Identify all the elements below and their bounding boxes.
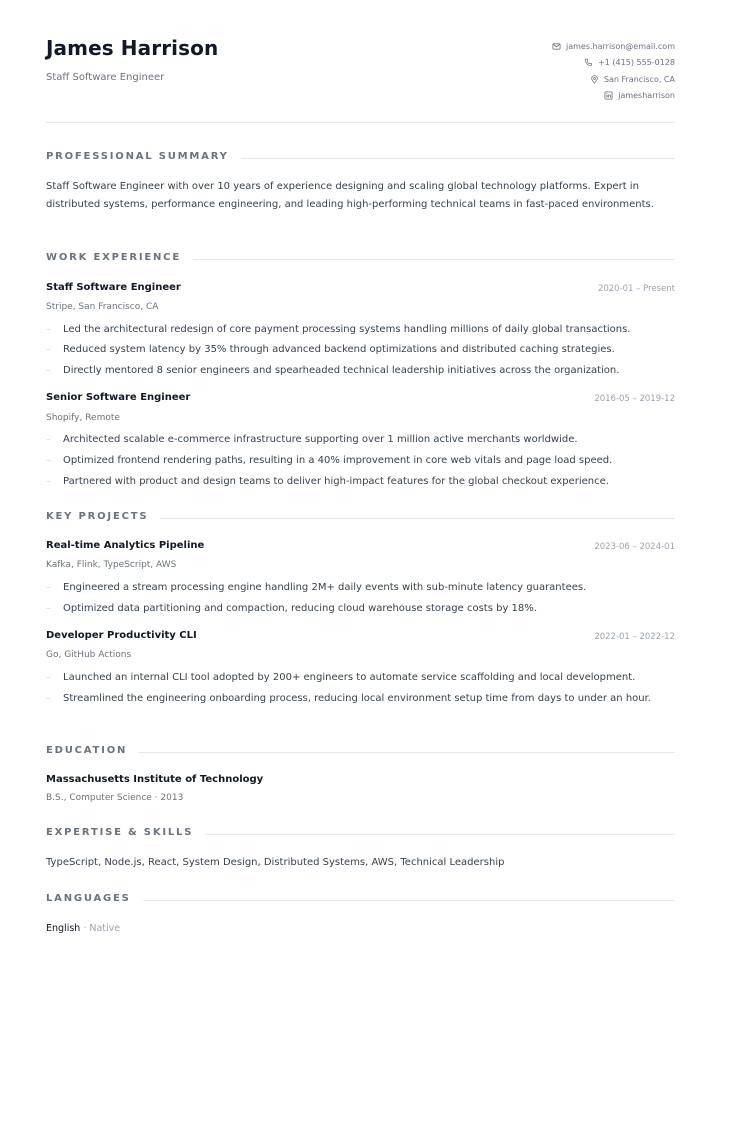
bullet-dash: – [46, 455, 51, 466]
job-company: Shopify, Remote [46, 413, 120, 423]
contact-phone[interactable] [552, 55, 675, 72]
summary-text: Staff Software Engineer with over 10 years of experience designing and scaling global technology platforms. Expert in distributed systems, performance engineering, and leading high-performing technical teams in fast-paced environments. [46, 181, 654, 210]
linkedin-icon [604, 91, 613, 100]
bullet-dash: – [46, 324, 51, 335]
language-level: Native [89, 923, 121, 934]
bullet-dash: – [46, 693, 51, 704]
job-company: Stripe, San Francisco, CA [46, 302, 159, 312]
location-pin-icon [590, 75, 599, 84]
section-heading-experience [46, 252, 675, 263]
project-title: Developer Productivity CLI [46, 630, 197, 641]
job-title: Staff Software Engineer [46, 282, 181, 293]
bullet-dash: – [46, 434, 51, 445]
bullet-dash: – [46, 365, 51, 376]
education-degree: B.S., Computer Science · 2013 [46, 793, 184, 803]
project-bullet: – Launched an internal CLI tool adopted by 200+ engineers to automate service scaffolding and local development. [46, 669, 675, 686]
job-dates: 2016-05 – 2019-12 [594, 394, 675, 404]
bullet-dash: – [46, 672, 51, 683]
language-item [46, 923, 120, 934]
section-heading-text: EDUCATION [46, 745, 128, 756]
job-bullet: – Optimized frontend rendering paths, resulting in a 40% improvement in core web vitals and page load speed. [46, 452, 675, 469]
section-heading-projects [46, 511, 675, 522]
language-name: English [46, 923, 81, 934]
job-bullet: – Partnered with product and design teams to deliver high-impact features for the global checkout experience. [46, 473, 675, 490]
section-heading-text: KEY PROJECTS [46, 511, 149, 522]
project-tech: Kafka, Flink, TypeScript, AWS [46, 560, 177, 570]
project-bullet: – Engineered a stream processing engine handling 2M+ daily events with sub-minute latency guarantees. [46, 579, 675, 596]
phone-icon [584, 58, 593, 67]
bullet-dash: – [46, 476, 51, 487]
job-bullet: – Directly mentored 8 senior engineers and spearheaded technical leadership initiatives across the organization. [46, 362, 675, 379]
section-heading-text: EXPERTISE & SKILLS [46, 827, 194, 838]
contact-list [552, 38, 675, 104]
section-divider [241, 158, 675, 159]
job-bullet: – Reduced system latency by 35% through advanced backend optimizations and distributed caching strategies. [46, 341, 675, 358]
project-bullet: – Streamlined the engineering onboarding process, reducing local environment setup time from days to under an hour. [46, 690, 675, 707]
candidate-title: Staff Software Engineer [46, 72, 165, 83]
section-divider [160, 518, 675, 519]
bullet-dash: – [46, 344, 51, 355]
bullet-dash: – [46, 603, 51, 614]
candidate-name: James Harrison [46, 36, 219, 60]
section-heading-text: WORK EXPERIENCE [46, 252, 181, 263]
contact-linkedin-text: jamesharrison [618, 91, 675, 101]
section-heading-languages [46, 893, 675, 904]
section-heading-summary [46, 151, 675, 162]
contact-location [552, 71, 675, 88]
contact-location-text: San Francisco, CA [603, 74, 675, 84]
project-title: Real-time Analytics Pipeline [46, 540, 205, 551]
resume-header [46, 36, 675, 123]
job-title: Senior Software Engineer [46, 392, 191, 403]
section-heading-text: LANGUAGES [46, 893, 131, 904]
section-heading-skills [46, 827, 675, 838]
contact-linkedin[interactable] [552, 88, 675, 105]
project-tech: Go, GitHub Actions [46, 650, 132, 660]
contact-email-text: james.harrison@email.com [565, 41, 675, 51]
section-heading-education [46, 745, 675, 756]
contact-email[interactable] [552, 38, 675, 55]
education-school: Massachusetts Institute of Technology [46, 774, 264, 785]
section-divider [205, 834, 675, 835]
job-bullet: – Led the architectural redesign of core payment processing systems handling millions of daily global transactions. [46, 321, 675, 338]
section-heading-text: PROFESSIONAL SUMMARY [46, 151, 229, 162]
language-separator: · [80, 923, 90, 934]
section-divider [143, 900, 675, 901]
job-bullet: – Architected scalable e-commerce infrastructure supporting over 1 million active merchants worldwide. [46, 431, 675, 448]
section-divider [139, 752, 675, 753]
bullet-dash: – [46, 582, 51, 593]
mail-icon [552, 42, 561, 51]
project-dates: 2023-06 – 2024-01 [594, 542, 675, 552]
project-bullet: – Optimized data partitioning and compaction, reducing cloud warehouse storage costs by 18%. [46, 600, 675, 617]
section-divider [193, 259, 675, 260]
skills-text: TypeScript, Node.js, React, System Design, Distributed Systems, AWS, Technical Leadership [46, 857, 505, 868]
project-dates: 2022-01 – 2022-12 [594, 632, 675, 642]
job-dates: 2020-01 – Present [597, 284, 675, 294]
contact-phone-text: +1 (415) 555-0128 [598, 58, 675, 68]
